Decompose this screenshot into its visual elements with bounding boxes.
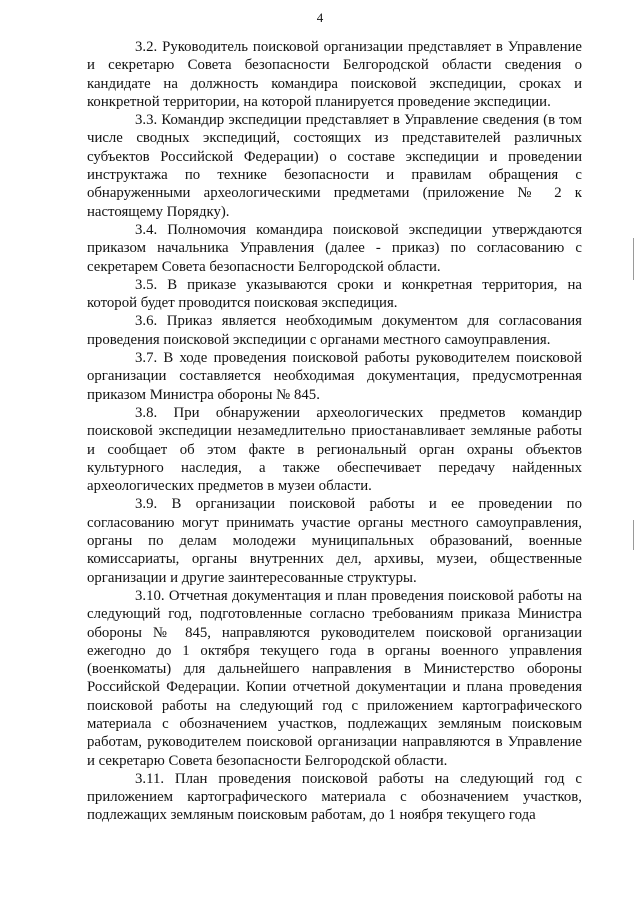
paragraph-3-5: 3.5. В приказе указываются сроки и конкретная территория, на которой будет проводится поисковая экспедиция.	[87, 276, 582, 312]
document-body	[87, 38, 582, 825]
paragraph-3-7: 3.7. В ходе проведения поисковой работы руководителем поисковой организации составляется необходимая документация, предусмотренная приказом Министра обороны № 845.	[87, 350, 582, 403]
paragraph-3-8: 3.8. При обнаружении археологических предметов командир поисковой экспедиции незамедлительно приостанавливает земляные работы и сообщает об этом факте в региональный орган охраны объектов культурного наследия, а также обеспечивает передачу найденных археологических предметов в музеи области.	[87, 404, 582, 495]
scan-edge-mark	[633, 520, 634, 550]
paragraph-3-11: 3.11. План проведения поисковой работы на следующий год с приложением картографического материала с обозначением участков, подлежащих земляным поисковым работам, до 1 ноября текущего года	[87, 770, 582, 824]
paragraph-3-3: 3.3. Командир экспедиции представляет в Управление сведения (в том числе сводных экспедиций, состоящих из представителей различных субъектов Российской Федерации) о составе экспедиции и проведении инструктажа по технике безопасности и правилам обращения с обнаруженными археологическими предметами (приложение № 2 к настоящему Порядку).	[87, 112, 582, 220]
paragraph-3-9: 3.9. В организации поисковой работы и ее проведении по согласованию могут принимать участие органы местного самоуправления, органы по делам молодежи муниципальных образований, военные комиссариаты, органы внутренних дел, архивы, музеи, общественные организации и другие заинтересованные структуры.	[87, 496, 582, 586]
paragraph-3-6: 3.6. Приказ является необходимым документом для согласования проведения поисковой экспедиции с органами местного самоуправления.	[87, 313, 582, 348]
page-number: 4	[316, 10, 324, 25]
paragraph-3-10: 3.10. Отчетная документация и план проведения поисковой работы на следующий год, подготовленные согласно требованиям приказа Министра обороны № 845, направляются руководителем поисковой организации ежегодно до 1 октября текущего года в органы военного управления (военкоматы) для дальнейшего направления в Министерство обороны Российской Федерации. Копии отчетной документации и плана проведения поисковой работы на следующий год с приложением картографического материала с обозначением участков, подлежащих земляным поисковым работам, руководителем поисковой организации направляются в Управление и секретарю Совета безопасности Белгородской области.	[87, 587, 582, 769]
scan-edge-mark	[633, 238, 634, 280]
paragraph-3-2: 3.2. Руководитель поисковой организации представляет в Управление и секретарю Совета безопасности Белгородской области сведения о кандидате на должность командира поисковой экспедиции, сроках и конкретной территории, на которой планируется проведение экспедиции.	[87, 39, 582, 110]
paragraph-3-4: 3.4. Полномочия командира поисковой экспедиции утверждаются приказом начальника Управления (далее - приказ) по согласованию с секретарем Совета безопасности Белгородской области.	[87, 221, 582, 275]
